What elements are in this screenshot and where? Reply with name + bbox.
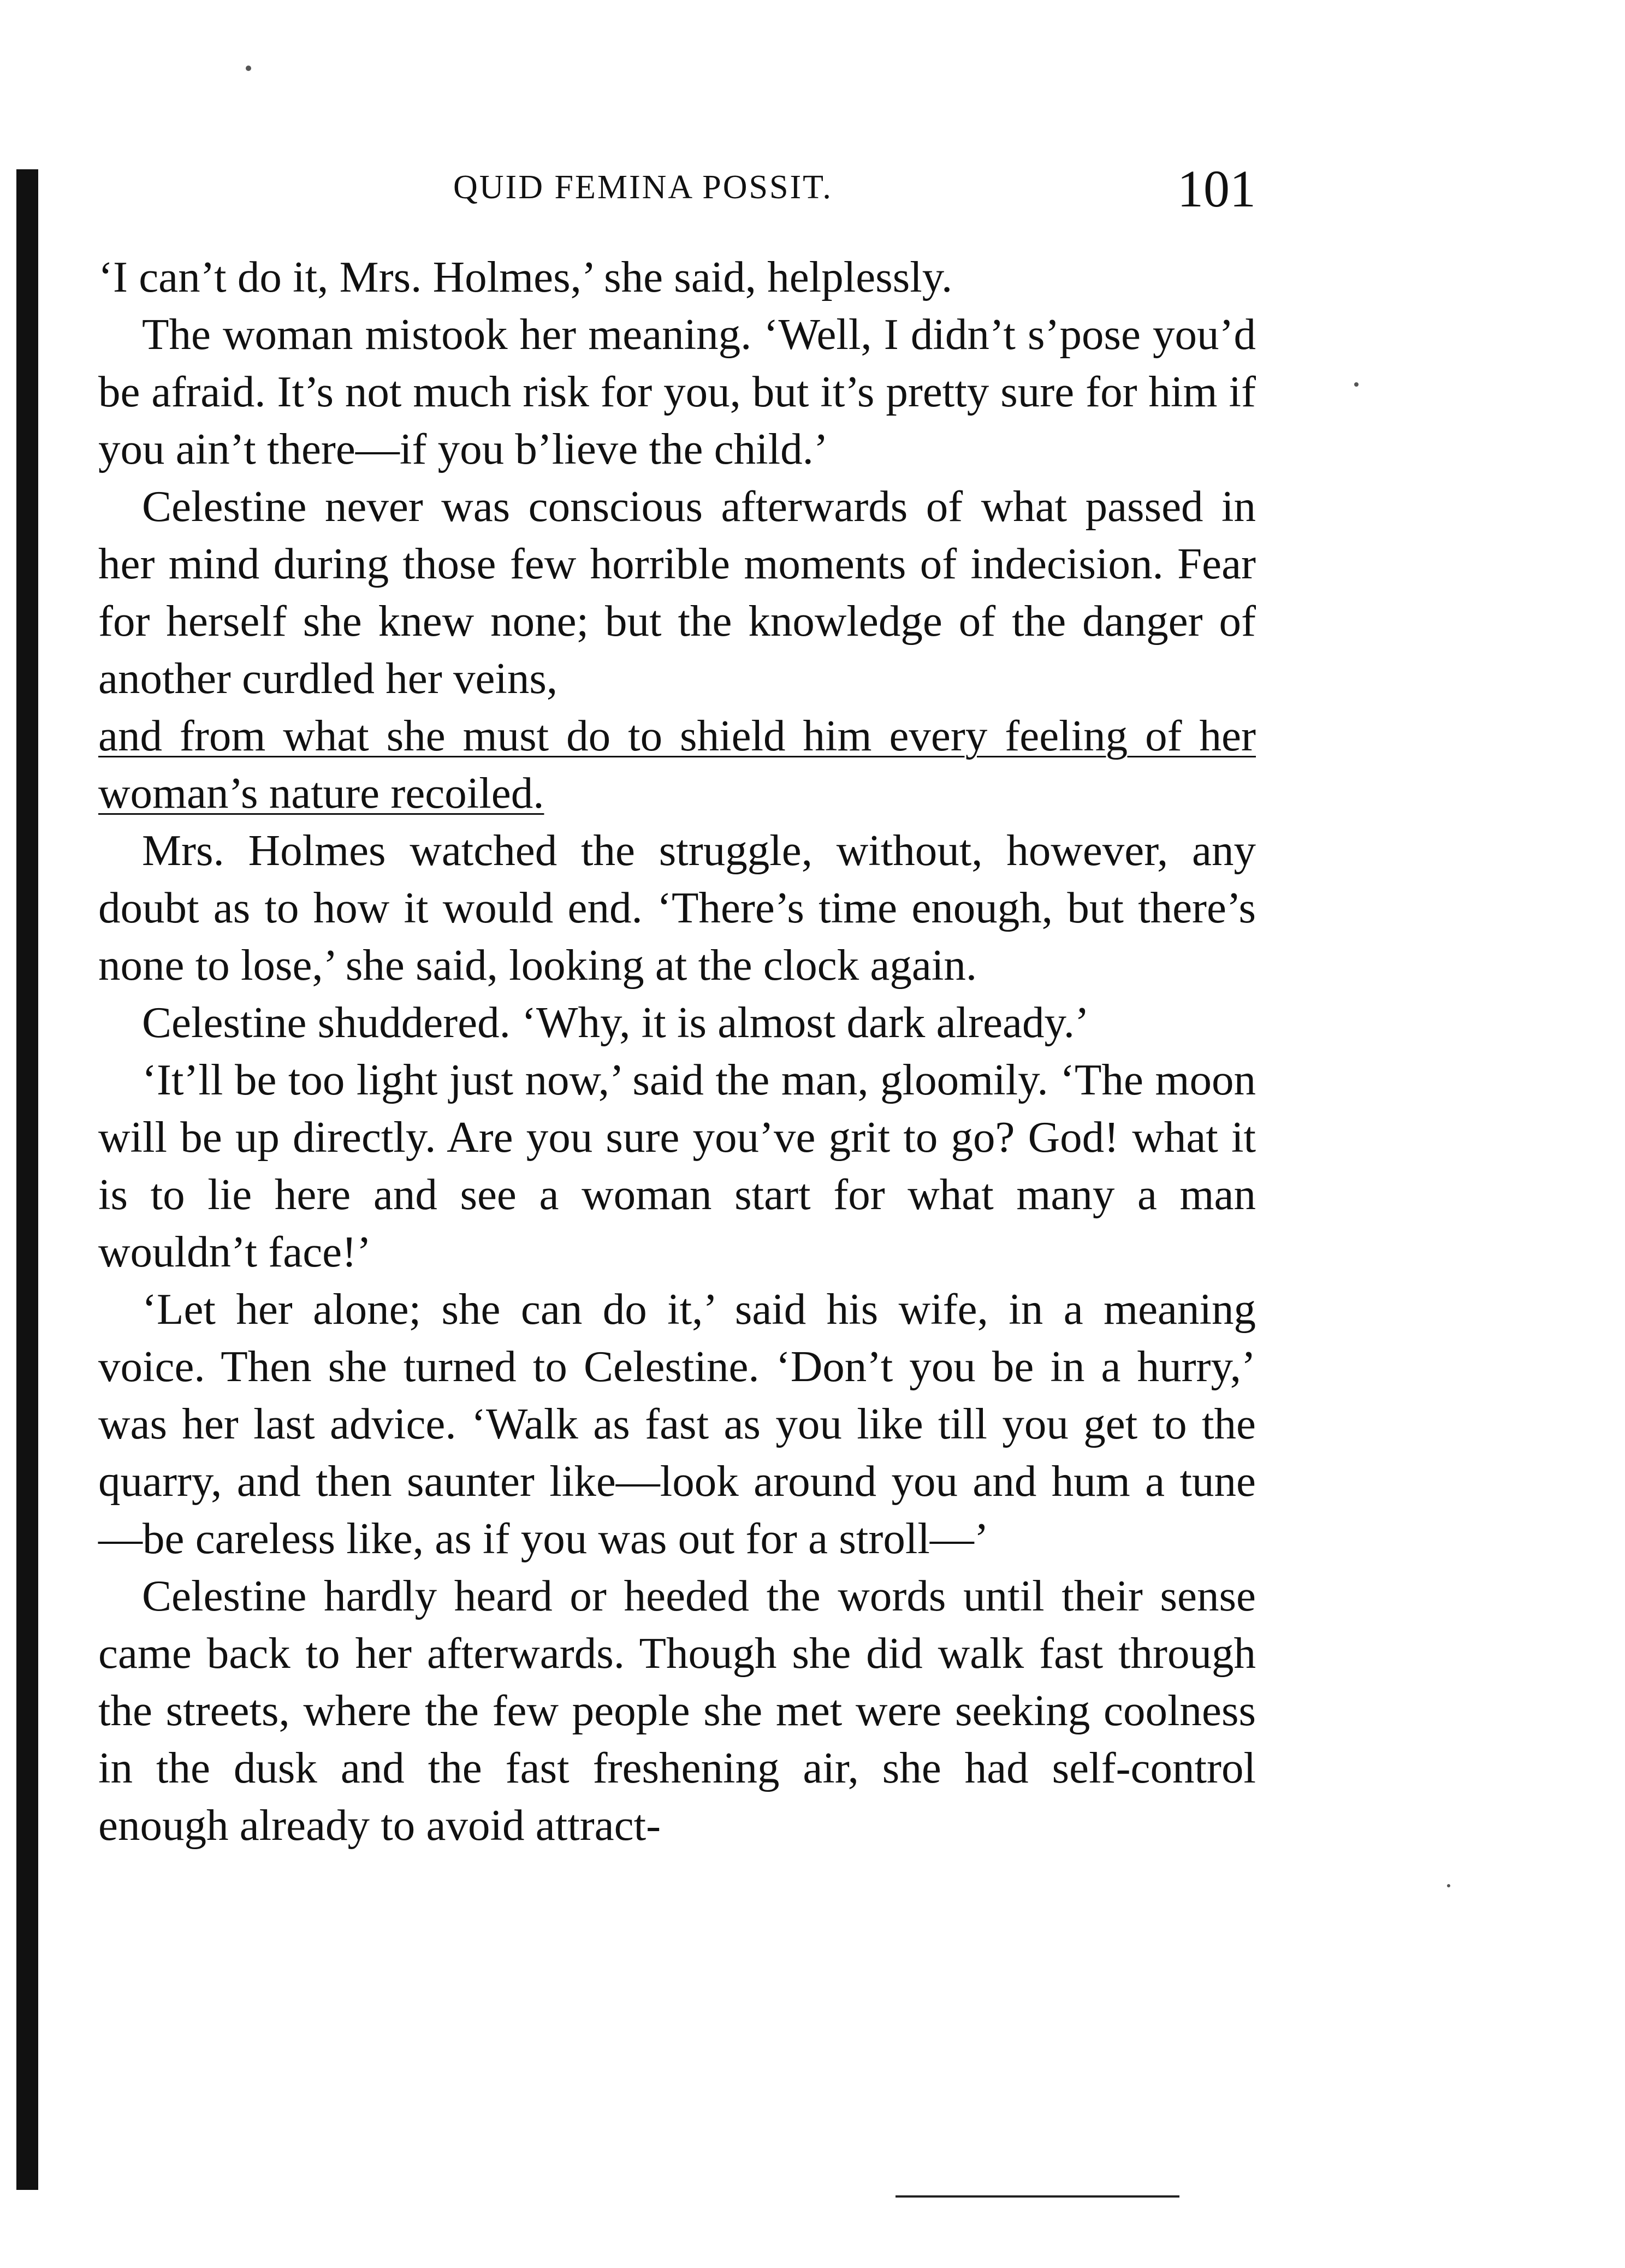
- print-speck: [1354, 382, 1359, 387]
- paragraph: Celestine shuddered. ‘Why, it is almost dark already.’: [142, 998, 1089, 1047]
- book-spine-shadow: [16, 169, 38, 2190]
- page-header: [98, 158, 1256, 224]
- bottom-rule: [895, 2195, 1179, 2198]
- running-head: QUID FEMINA POSSIT.: [453, 169, 833, 206]
- paragraph: ‘I can’t do it, Mrs. Holmes,’ she said, helplessly.: [98, 252, 953, 301]
- paragraph: Celestine hardly heard or heeded the words until their sense came back to her afterwards. Though she did walk fast through the streets, where the few people she met were seeking coolness in the dusk and the fast freshening air, she had self-control enough already to avoid attract-: [98, 1571, 1256, 1850]
- paragraph: ‘Let her alone; she can do it,’ said his wife, in a meaning voice. Then she turned to Celestine. ‘Don’t you be in a hurry,’ was her last advice. ‘Walk as fast as you like till you get to the quarry, and then saunter like—look around you and hum a tune—be careless like, as if you was out for a stroll—’: [98, 1284, 1256, 1563]
- paragraph: ‘It’ll be too light just now,’ said the man, gloomily. ‘The moon will be up directly. Are you sure you’ve grit to go? God! what it is to lie here and see a woman start for what many a man wouldn’t face!’: [98, 1055, 1256, 1276]
- print-speck: [246, 66, 251, 71]
- body-text: [98, 248, 1256, 1854]
- paragraph: Celestine never was conscious afterwards of what passed in her mind during those few horrible moments of indecision. Fear for herself she knew none; but the knowledge of the danger of another curdled her veins,: [98, 482, 1256, 703]
- print-speck: [1447, 1884, 1450, 1887]
- paragraph-underlined: and from what she must do to shield him every feeling of her woman’s nature recoiled.: [98, 711, 1256, 818]
- paragraph: The woman mistook her meaning. ‘Well, I didn’t s’pose you’d be afraid. It’s not much risk for you, but it’s pretty sure for him if you ain’t there—if you b’lieve the child.’: [98, 310, 1256, 473]
- paragraph: Mrs. Holmes watched the struggle, without, however, any doubt as to how it would end. ‘There’s time enough, but there’s none to lose,’ she said, looking at the clock again.: [98, 826, 1256, 990]
- page-number: 101: [1177, 159, 1256, 218]
